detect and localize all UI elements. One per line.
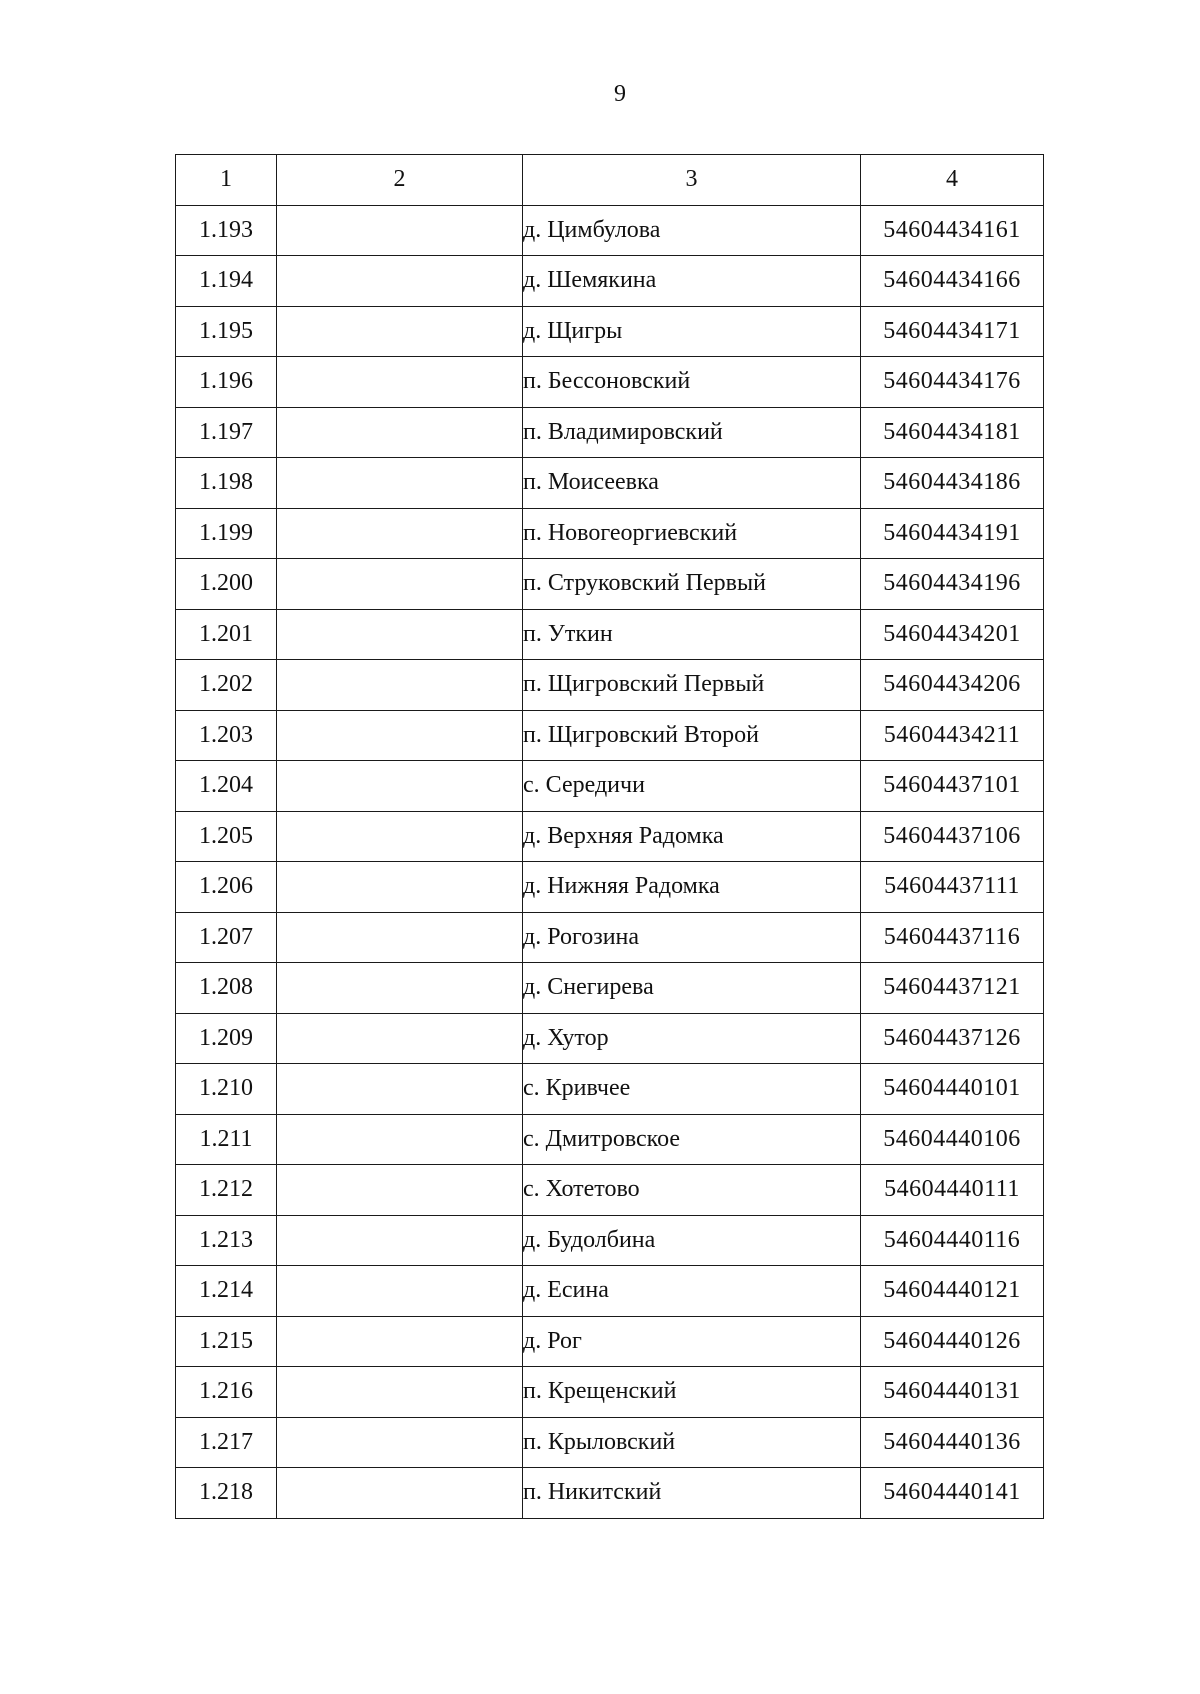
table-row <box>176 1367 1044 1418</box>
column-2-cell <box>277 1316 523 1367</box>
settlement-name-cell: д. Будолбина <box>523 1215 861 1266</box>
column-2-cell <box>277 710 523 761</box>
table-row <box>176 1468 1044 1519</box>
header-row <box>176 155 1044 206</box>
settlement-name-cell: п. Щигровский Первый <box>523 660 861 711</box>
table-row <box>176 559 1044 610</box>
table-row <box>176 1165 1044 1216</box>
settlement-name-cell: д. Хутор <box>523 1013 861 1064</box>
column-2-cell <box>277 1013 523 1064</box>
oktmo-code-cell: 54604440106 <box>861 1114 1044 1165</box>
row-number-cell: 1.193 <box>176 205 277 256</box>
settlement-name-cell: п. Щигровский Второй <box>523 710 861 761</box>
row-number-cell: 1.217 <box>176 1417 277 1468</box>
row-number-cell: 1.212 <box>176 1165 277 1216</box>
settlement-name-cell: с. Хотетово <box>523 1165 861 1216</box>
row-number-cell: 1.203 <box>176 710 277 761</box>
column-2-cell <box>277 1367 523 1418</box>
settlement-name-cell: п. Никитский <box>523 1468 861 1519</box>
row-number-cell: 1.209 <box>176 1013 277 1064</box>
settlement-name-cell: п. Новогеоргиевский <box>523 508 861 559</box>
table-row <box>176 963 1044 1014</box>
settlement-name-cell: п. Владимировский <box>523 407 861 458</box>
column-2-cell <box>277 508 523 559</box>
oktmo-code-cell: 54604440121 <box>861 1266 1044 1317</box>
oktmo-code-cell: 54604434196 <box>861 559 1044 610</box>
row-number-cell: 1.200 <box>176 559 277 610</box>
table-row <box>176 1064 1044 1115</box>
oktmo-code-cell: 54604434211 <box>861 710 1044 761</box>
table-row <box>176 912 1044 963</box>
settlement-name-cell: д. Щигры <box>523 306 861 357</box>
header-col-3: 3 <box>523 155 861 206</box>
table-row <box>176 1266 1044 1317</box>
oktmo-code-cell: 54604440136 <box>861 1417 1044 1468</box>
table-row <box>176 1215 1044 1266</box>
column-2-cell <box>277 1417 523 1468</box>
row-number-cell: 1.205 <box>176 811 277 862</box>
table-row <box>176 660 1044 711</box>
table-row <box>176 256 1044 307</box>
oktmo-code-cell: 54604440116 <box>861 1215 1044 1266</box>
oktmo-code-cell: 54604434201 <box>861 609 1044 660</box>
settlements-table <box>175 154 1044 1519</box>
column-2-cell <box>277 458 523 509</box>
column-2-cell <box>277 357 523 408</box>
column-2-cell <box>277 761 523 812</box>
settlement-name-cell: п. Крещенский <box>523 1367 861 1418</box>
column-2-cell <box>277 256 523 307</box>
column-2-cell <box>277 407 523 458</box>
table-row <box>176 761 1044 812</box>
row-number-cell: 1.211 <box>176 1114 277 1165</box>
oktmo-code-cell: 54604440101 <box>861 1064 1044 1115</box>
table-row <box>176 357 1044 408</box>
table-row <box>176 205 1044 256</box>
table-row <box>176 811 1044 862</box>
table-row <box>176 508 1044 559</box>
oktmo-code-cell: 54604440126 <box>861 1316 1044 1367</box>
settlement-name-cell: д. Нижняя Радомка <box>523 862 861 913</box>
oktmo-code-cell: 54604437126 <box>861 1013 1044 1064</box>
row-number-cell: 1.208 <box>176 963 277 1014</box>
column-2-cell <box>277 862 523 913</box>
table-row <box>176 862 1044 913</box>
oktmo-code-cell: 54604434191 <box>861 508 1044 559</box>
column-2-cell <box>277 306 523 357</box>
settlement-name-cell: д. Цимбулова <box>523 205 861 256</box>
column-2-cell <box>277 1215 523 1266</box>
oktmo-code-cell: 54604440111 <box>861 1165 1044 1216</box>
column-2-cell <box>277 609 523 660</box>
column-2-cell <box>277 1064 523 1115</box>
row-number-cell: 1.214 <box>176 1266 277 1317</box>
oktmo-code-cell: 54604437116 <box>861 912 1044 963</box>
column-2-cell <box>277 1266 523 1317</box>
header-col-2: 2 <box>277 155 523 206</box>
row-number-cell: 1.197 <box>176 407 277 458</box>
row-number-cell: 1.216 <box>176 1367 277 1418</box>
oktmo-code-cell: 54604437121 <box>861 963 1044 1014</box>
table-row <box>176 1013 1044 1064</box>
settlement-name-cell: д. Есина <box>523 1266 861 1317</box>
column-2-cell <box>277 660 523 711</box>
page-number: 9 <box>614 81 626 107</box>
oktmo-code-cell: 54604434181 <box>861 407 1044 458</box>
table-header <box>176 155 1044 206</box>
settlement-name-cell: п. Струковский Первый <box>523 559 861 610</box>
column-2-cell <box>277 912 523 963</box>
table-row <box>176 1316 1044 1367</box>
column-2-cell <box>277 963 523 1014</box>
oktmo-code-cell: 54604440141 <box>861 1468 1044 1519</box>
row-number-cell: 1.204 <box>176 761 277 812</box>
oktmo-code-cell: 54604434171 <box>861 306 1044 357</box>
column-2-cell <box>277 1165 523 1216</box>
oktmo-code-cell: 54604434166 <box>861 256 1044 307</box>
settlement-name-cell: д. Снегирева <box>523 963 861 1014</box>
settlement-name-cell: д. Рогозина <box>523 912 861 963</box>
settlement-name-cell: с. Дмитровское <box>523 1114 861 1165</box>
row-number-cell: 1.210 <box>176 1064 277 1115</box>
oktmo-code-cell: 54604434186 <box>861 458 1044 509</box>
row-number-cell: 1.198 <box>176 458 277 509</box>
settlement-name-cell: д. Верхняя Радомка <box>523 811 861 862</box>
table-row <box>176 407 1044 458</box>
oktmo-code-cell: 54604437106 <box>861 811 1044 862</box>
table-row <box>176 458 1044 509</box>
table-row <box>176 1114 1044 1165</box>
column-2-cell <box>277 559 523 610</box>
column-2-cell <box>277 1468 523 1519</box>
row-number-cell: 1.196 <box>176 357 277 408</box>
table-row <box>176 609 1044 660</box>
header-col-4: 4 <box>861 155 1044 206</box>
settlement-name-cell: с. Кривчее <box>523 1064 861 1115</box>
settlement-name-cell: д. Шемякина <box>523 256 861 307</box>
oktmo-code-cell: 54604437101 <box>861 761 1044 812</box>
row-number-cell: 1.199 <box>176 508 277 559</box>
table-row <box>176 306 1044 357</box>
oktmo-code-cell: 54604437111 <box>861 862 1044 913</box>
oktmo-code-cell: 54604434161 <box>861 205 1044 256</box>
settlement-name-cell: п. Моисеевка <box>523 458 861 509</box>
oktmo-code-cell: 54604434206 <box>861 660 1044 711</box>
row-number-cell: 1.194 <box>176 256 277 307</box>
column-2-cell <box>277 1114 523 1165</box>
table-row <box>176 1417 1044 1468</box>
table-body <box>176 205 1044 1518</box>
table-row <box>176 710 1044 761</box>
settlement-name-cell: д. Рог <box>523 1316 861 1367</box>
settlement-name-cell: п. Бессоновский <box>523 357 861 408</box>
settlement-name-cell: с. Середичи <box>523 761 861 812</box>
oktmo-code-cell: 54604434176 <box>861 357 1044 408</box>
row-number-cell: 1.218 <box>176 1468 277 1519</box>
row-number-cell: 1.201 <box>176 609 277 660</box>
column-2-cell <box>277 205 523 256</box>
row-number-cell: 1.207 <box>176 912 277 963</box>
column-2-cell <box>277 811 523 862</box>
oktmo-code-cell: 54604440131 <box>861 1367 1044 1418</box>
settlement-name-cell: п. Уткин <box>523 609 861 660</box>
row-number-cell: 1.215 <box>176 1316 277 1367</box>
row-number-cell: 1.202 <box>176 660 277 711</box>
settlement-name-cell: п. Крыловский <box>523 1417 861 1468</box>
row-number-cell: 1.195 <box>176 306 277 357</box>
header-col-1: 1 <box>176 155 277 206</box>
row-number-cell: 1.206 <box>176 862 277 913</box>
row-number-cell: 1.213 <box>176 1215 277 1266</box>
